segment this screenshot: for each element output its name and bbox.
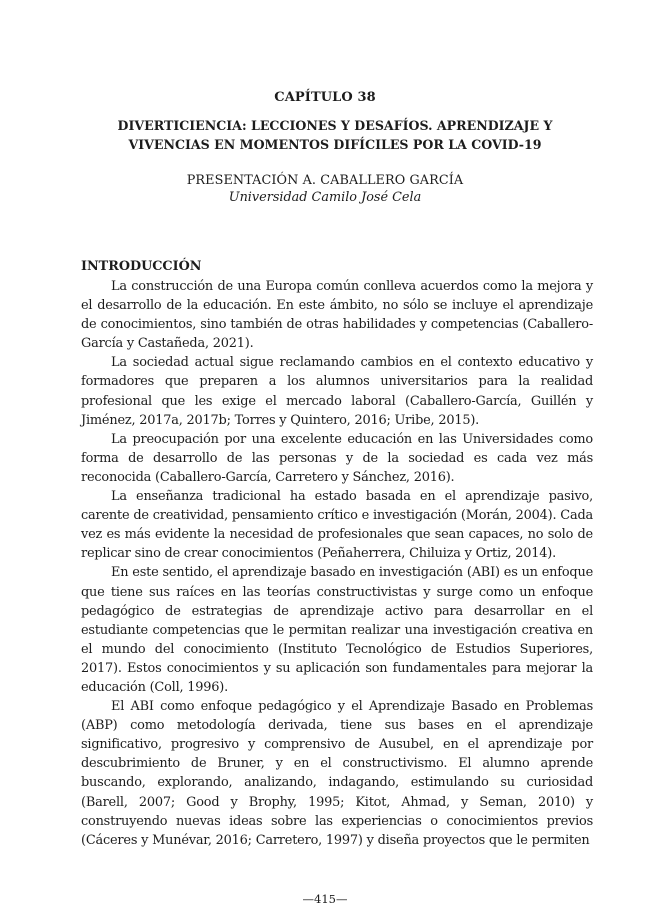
- section-heading: INTRODUCCIÓN: [81, 259, 202, 274]
- author-name: PRESENTACIÓN A. CABALLERO GARCÍA: [186, 173, 464, 188]
- chapter-title: DIVERTICIENCIA: LECCIONES Y DESAFÍOS. APRENDIZAJE Y VIVENCIAS EN MOMENTOS DIFÍCILES POR LA COVID-19: [117, 118, 553, 152]
- page-number: —415—: [302, 892, 348, 906]
- paragraph: La construcción de una Europa común conlleva acuerdos como la mejora y el desarrollo de la educación. En este ámbito, no sólo se incluye el aprendizaje de conocimientos, sino también de otras habilidades y competencias (Caballero-García y Castañeda, 2021).: [81, 279, 593, 352]
- paragraph: El ABI como enfoque pedagógico y el Aprendizaje Basado en Problemas (ABP) como metodología derivada, tiene sus bases en el aprendizaje significativo, progresivo y comprensivo de Ausubel, en el aprendizaje por descubrimiento de Bruner, y en el constructivismo. El alumno aprende buscando, explorando, analizando, indagando, estimulando su curiosidad (Barell, 2007; Good y Brophy, 1995; Kitot, Ahmad, y Seman, 2010) y construyendo nuevas ideas sobre las experiencias o conocimientos previos (Cáceres y Munévar, 2016; Carretero, 1997) y diseña proyectos que le permiten: [81, 699, 593, 848]
- paragraph: La sociedad actual sigue reclamando cambios en el contexto educativo y formadores que preparen a los alumnos universitarios para la realidad profesional que les exige el mercado laboral (Caballero-García, Guillén y Jiménez, 2017a, 2017b; Torres y Quintero, 2016; Uribe, 2015).: [81, 355, 593, 428]
- author-affiliation: Universidad Camilo José Cela: [228, 190, 422, 205]
- paragraph: En este sentido, el aprendizaje basado en investigación (ABI) es un enfoque que tiene sus raíces en las teorías constructivistas y surge como un enfoque pedagógico de estrategias de aprendizaje activo para desarrollar en el estudiante competencias que le permitan realizar una investigación creativa en el mundo del conocimiento (Instituto Tecnológico de Estudios Superiores, 2017). Estos conocimientos y su aplicación son fundamentales para mejorar la educación (Coll, 1996).: [81, 565, 593, 695]
- paragraph: La enseñanza tradicional ha estado basada en el aprendizaje pasivo, carente de creatividad, pensamiento crítico e investigación (Morán, 2004). Cada vez es más evidente la necesidad de profesionales que sean capaces, no solo de replicar sino de crear conocimientos (Peñaherrera, Chiluiza y Ortiz, 2014).: [81, 489, 593, 562]
- body-text: [81, 277, 593, 850]
- chapter-number: CAPÍTULO 38: [274, 90, 376, 105]
- paragraph: La preocupación por una excelente educación en las Universidades como forma de desarrollo de las personas y de la sociedad es cada vez más reconocida (Caballero-García, Carretero y Sánchez, 2016).: [81, 431, 593, 485]
